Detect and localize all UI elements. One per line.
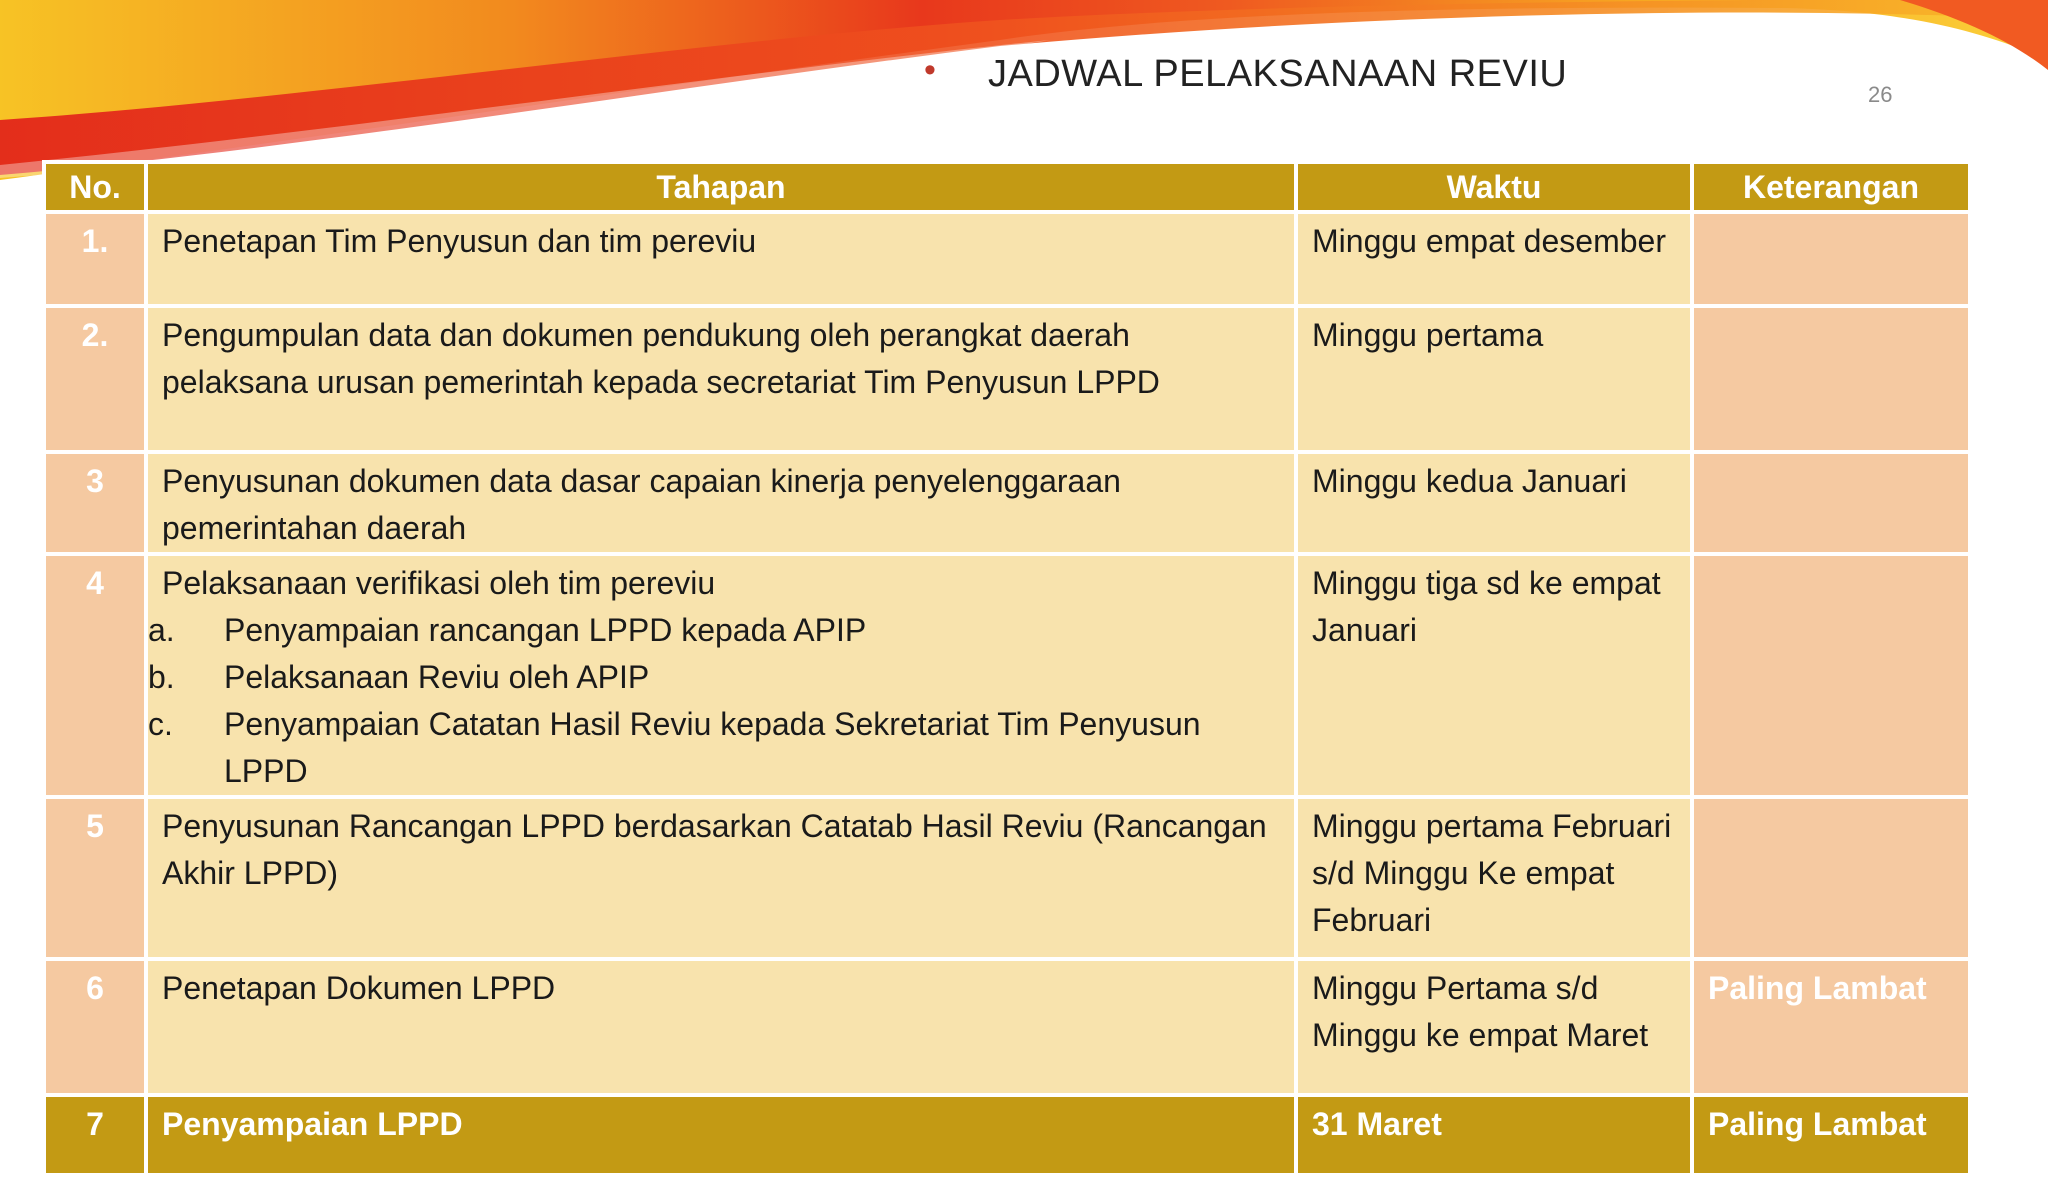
table-row — [44, 959, 1970, 1095]
row-tahapan: Penetapan Tim Penyusun dan tim pereviu — [146, 212, 1296, 306]
row-number: 7 — [44, 1095, 146, 1175]
row-number: 4 — [44, 554, 146, 797]
row-tahapan — [146, 554, 1296, 797]
title-bullet: • — [924, 51, 936, 89]
row-number: 6 — [44, 959, 146, 1095]
table-row — [44, 306, 1970, 452]
row-keterangan — [1692, 797, 1970, 959]
row-number: 1. — [44, 212, 146, 306]
schedule-table — [42, 160, 1972, 1177]
header-no: No. — [44, 162, 146, 212]
row-tahapan: Penyampaian LPPD — [146, 1095, 1296, 1175]
row-keterangan — [1692, 306, 1970, 452]
sub-item-text: Pelaksanaan Reviu oleh APIP — [224, 659, 650, 695]
table-row — [44, 797, 1970, 959]
row-tahapan: Pengumpulan data dan dokumen pendukung oleh perangkat daerah pelaksana urusan pemerintah kepada secretariat Tim Penyusun LPPD — [146, 306, 1296, 452]
row-waktu: Minggu pertama Februari s/d Minggu Ke empat Februari — [1296, 797, 1692, 959]
slide-title: JADWAL PELAKSANAAN REVIU — [988, 53, 1568, 95]
table-row — [44, 1095, 1970, 1175]
row-waktu: Minggu tiga sd ke empat Januari — [1296, 554, 1692, 797]
row-waktu: Minggu kedua Januari — [1296, 452, 1692, 554]
row-tahapan: Penyusunan Rancangan LPPD berdasarkan Catatab Hasil Reviu (Rancangan Akhir LPPD) — [146, 797, 1296, 959]
row-waktu: Minggu empat desember — [1296, 212, 1692, 306]
row-waktu: Minggu Pertama s/d Minggu ke empat Maret — [1296, 959, 1692, 1095]
table-row — [44, 212, 1970, 306]
row-tahapan-main: Pelaksanaan verifikasi oleh tim pereviu — [162, 565, 716, 601]
table-row — [44, 452, 1970, 554]
row-number: 3 — [44, 452, 146, 554]
row-keterangan — [1692, 452, 1970, 554]
sub-item — [148, 607, 1282, 654]
row-waktu: 31 Maret — [1296, 1095, 1692, 1175]
page-number: 26 — [1868, 82, 1893, 107]
row-keterangan: Paling Lambat — [1692, 959, 1970, 1095]
sub-item-text: Penyampaian Catatan Hasil Reviu kepada Sekretariat Tim Penyusun LPPD — [224, 706, 1201, 789]
header-tahapan: Tahapan — [146, 162, 1296, 212]
sub-item-label: a. — [148, 612, 175, 648]
row-tahapan: Penyusunan dokumen data dasar capaian kinerja penyelenggaraan pemerintahan daerah — [146, 452, 1296, 554]
row-number: 2. — [44, 306, 146, 452]
sub-item — [148, 701, 1282, 795]
sub-item-label: b. — [148, 659, 175, 695]
header-keterangan: Keterangan — [1692, 162, 1970, 212]
header-waktu: Waktu — [1296, 162, 1692, 212]
row-number: 5 — [44, 797, 146, 959]
sub-item-text: Penyampaian rancangan LPPD kepada APIP — [224, 612, 867, 648]
sub-item-label: c. — [148, 706, 173, 742]
row-keterangan: Paling Lambat — [1692, 1095, 1970, 1175]
row-keterangan — [1692, 212, 1970, 306]
row-keterangan — [1692, 554, 1970, 797]
table-header-row — [44, 162, 1970, 212]
row-waktu: Minggu pertama — [1296, 306, 1692, 452]
sub-item — [148, 654, 1282, 701]
table-row — [44, 554, 1970, 797]
row-tahapan: Penetapan Dokumen LPPD — [146, 959, 1296, 1095]
